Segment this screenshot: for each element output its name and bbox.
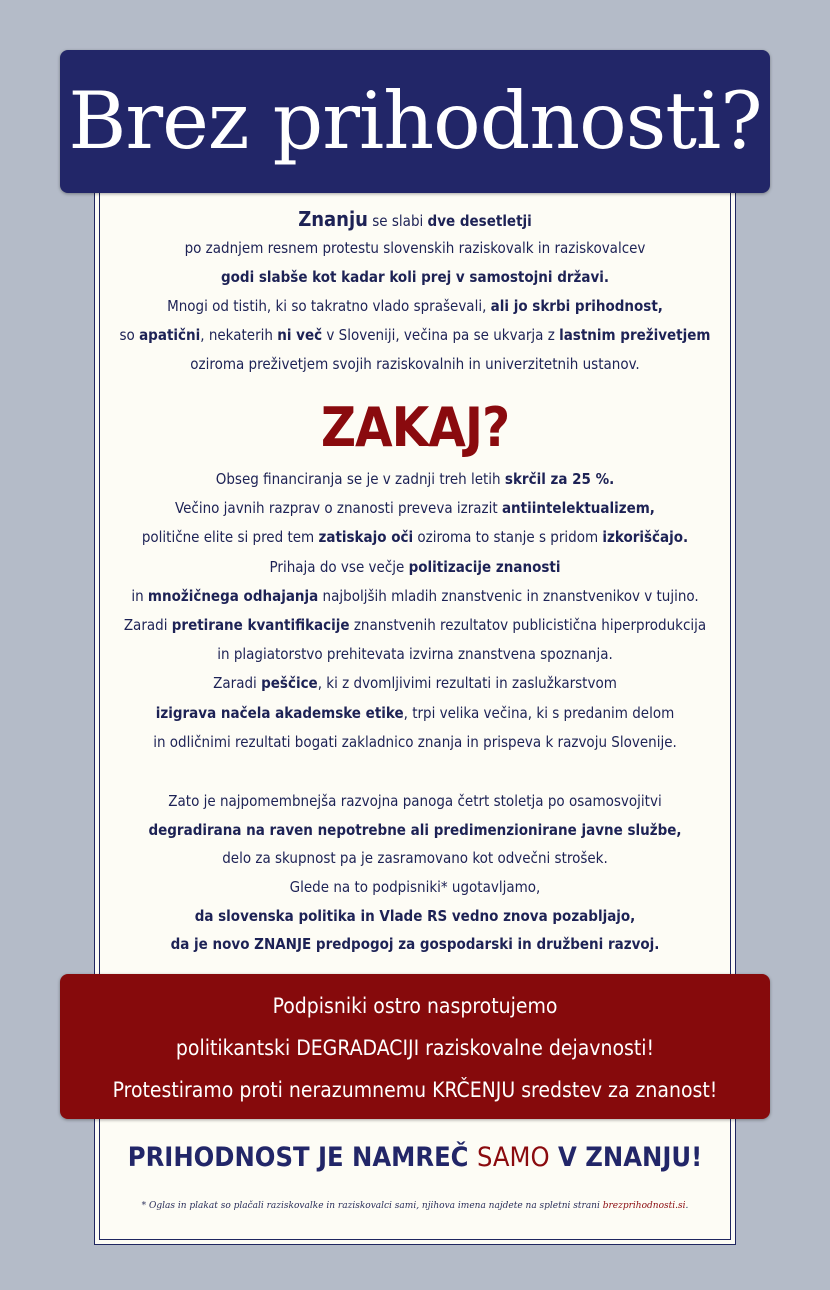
reason-line: in odličnimi rezultati bogati zakladnico znanja in prispeva k razvoju Slovenije. — [153, 732, 677, 751]
intro-line: po zadnjem resnem protestu slovenskih raziskovalk in raziskovalcev — [184, 239, 646, 257]
slogan-accent: SAMO — [476, 1142, 550, 1173]
conclusion-line: da slovenska politika in Vlade RS vedno znova pozabljajo, — [194, 906, 636, 925]
protest-line: Podpisniki ostro nasprotujemo — [272, 993, 558, 1018]
reason-line: Prihaja do vse večje politizacije znanosti — [269, 557, 561, 576]
conclusion-paragraph — [96, 787, 734, 959]
website-link[interactable]: brezprihodnosti.si — [602, 1201, 686, 1211]
intro-line: oziroma preživetjem svojih raziskovalnih in univerzitetnih ustanov. — [190, 355, 640, 373]
protest-line: politikantski DEGRADACIJI raziskovalne dejavnosti! — [175, 1035, 655, 1060]
protest-banner — [60, 974, 770, 1119]
conclusion-line: Zato je najpomembnejša razvojna panoga četrt stoletja po osamosvojitvi — [168, 792, 662, 810]
slogan: PRIHODNOST JE NAMREČ SAMO V ZNANJU! — [127, 1142, 703, 1173]
reason-line: in množičnega odhajanja najboljših mladih znanstvenic in znanstvenikov v tujino. — [131, 586, 699, 605]
reason-line: Obseg financiranja se je v zadnji treh letih skrčil za 25 %. — [215, 470, 615, 488]
reasons-paragraph — [96, 465, 734, 757]
footnote: * Oglas in plakat so plačali raziskovalke in raziskovalci sami, njihova imena najdete na spletni strani brezprihodnosti.si. — [141, 1201, 689, 1211]
conclusion-line: Glede na to podpisniki* ugotavljamo, — [289, 878, 541, 897]
conclusion-line: delo za skupnost pa je zasramovano kot odvečni strošek. — [222, 849, 608, 868]
reason-line: in plagiatorstvo prehitevata izvirna znanstvena spoznanja. — [217, 645, 613, 664]
zakaj-heading: ZAKAJ? — [320, 396, 510, 459]
intro-line: godi slabše kot kadar koli prej v samostojni državi. — [220, 268, 610, 286]
intro-paragraph — [96, 205, 734, 379]
protest-line: Protestiramo proti nerazumnemu KRČENJU sredstev za znanost! — [112, 1077, 718, 1102]
conclusion-line: degradirana na raven nepotrebne ali predimenzionirane javne službe, — [148, 820, 682, 839]
title-banner — [60, 50, 770, 193]
reason-line: Zaradi pretirane kvantifikacije znanstvenih rezultatov publicistična hiperprodukcija — [123, 615, 707, 634]
page-title: Brez prihodnosti? — [68, 75, 762, 167]
conclusion-line: da je novo ZNANJE predpogoj za gospodarski in družbeni razvoj. — [170, 935, 660, 954]
intro-line: Mnogi od tistih, ki so takratno vlado spraševali, ali jo skrbi prihodnost, — [167, 297, 663, 315]
reason-line: politične elite si pred tem zatiskajo oči oziroma to stanje s pridom izkoriščajo. — [141, 528, 689, 547]
intro-line: so apatični, nekaterih ni več v Sloveniji, večina pa se ukvarja z lastnim preživetjem — [119, 326, 711, 344]
reason-line: Zaradi peščice, ki z dvomljivimi rezultati in zaslužkarstvom — [213, 674, 617, 693]
reason-line: Večino javnih razprav o znanosti preveva izrazit antiintelektualizem, — [175, 499, 655, 518]
reason-line: izigrava načela akademske etike, trpi velika večina, ki s predanim delom — [155, 703, 675, 722]
intro-line: Znanju se slabi dve desetletji — [298, 207, 532, 231]
